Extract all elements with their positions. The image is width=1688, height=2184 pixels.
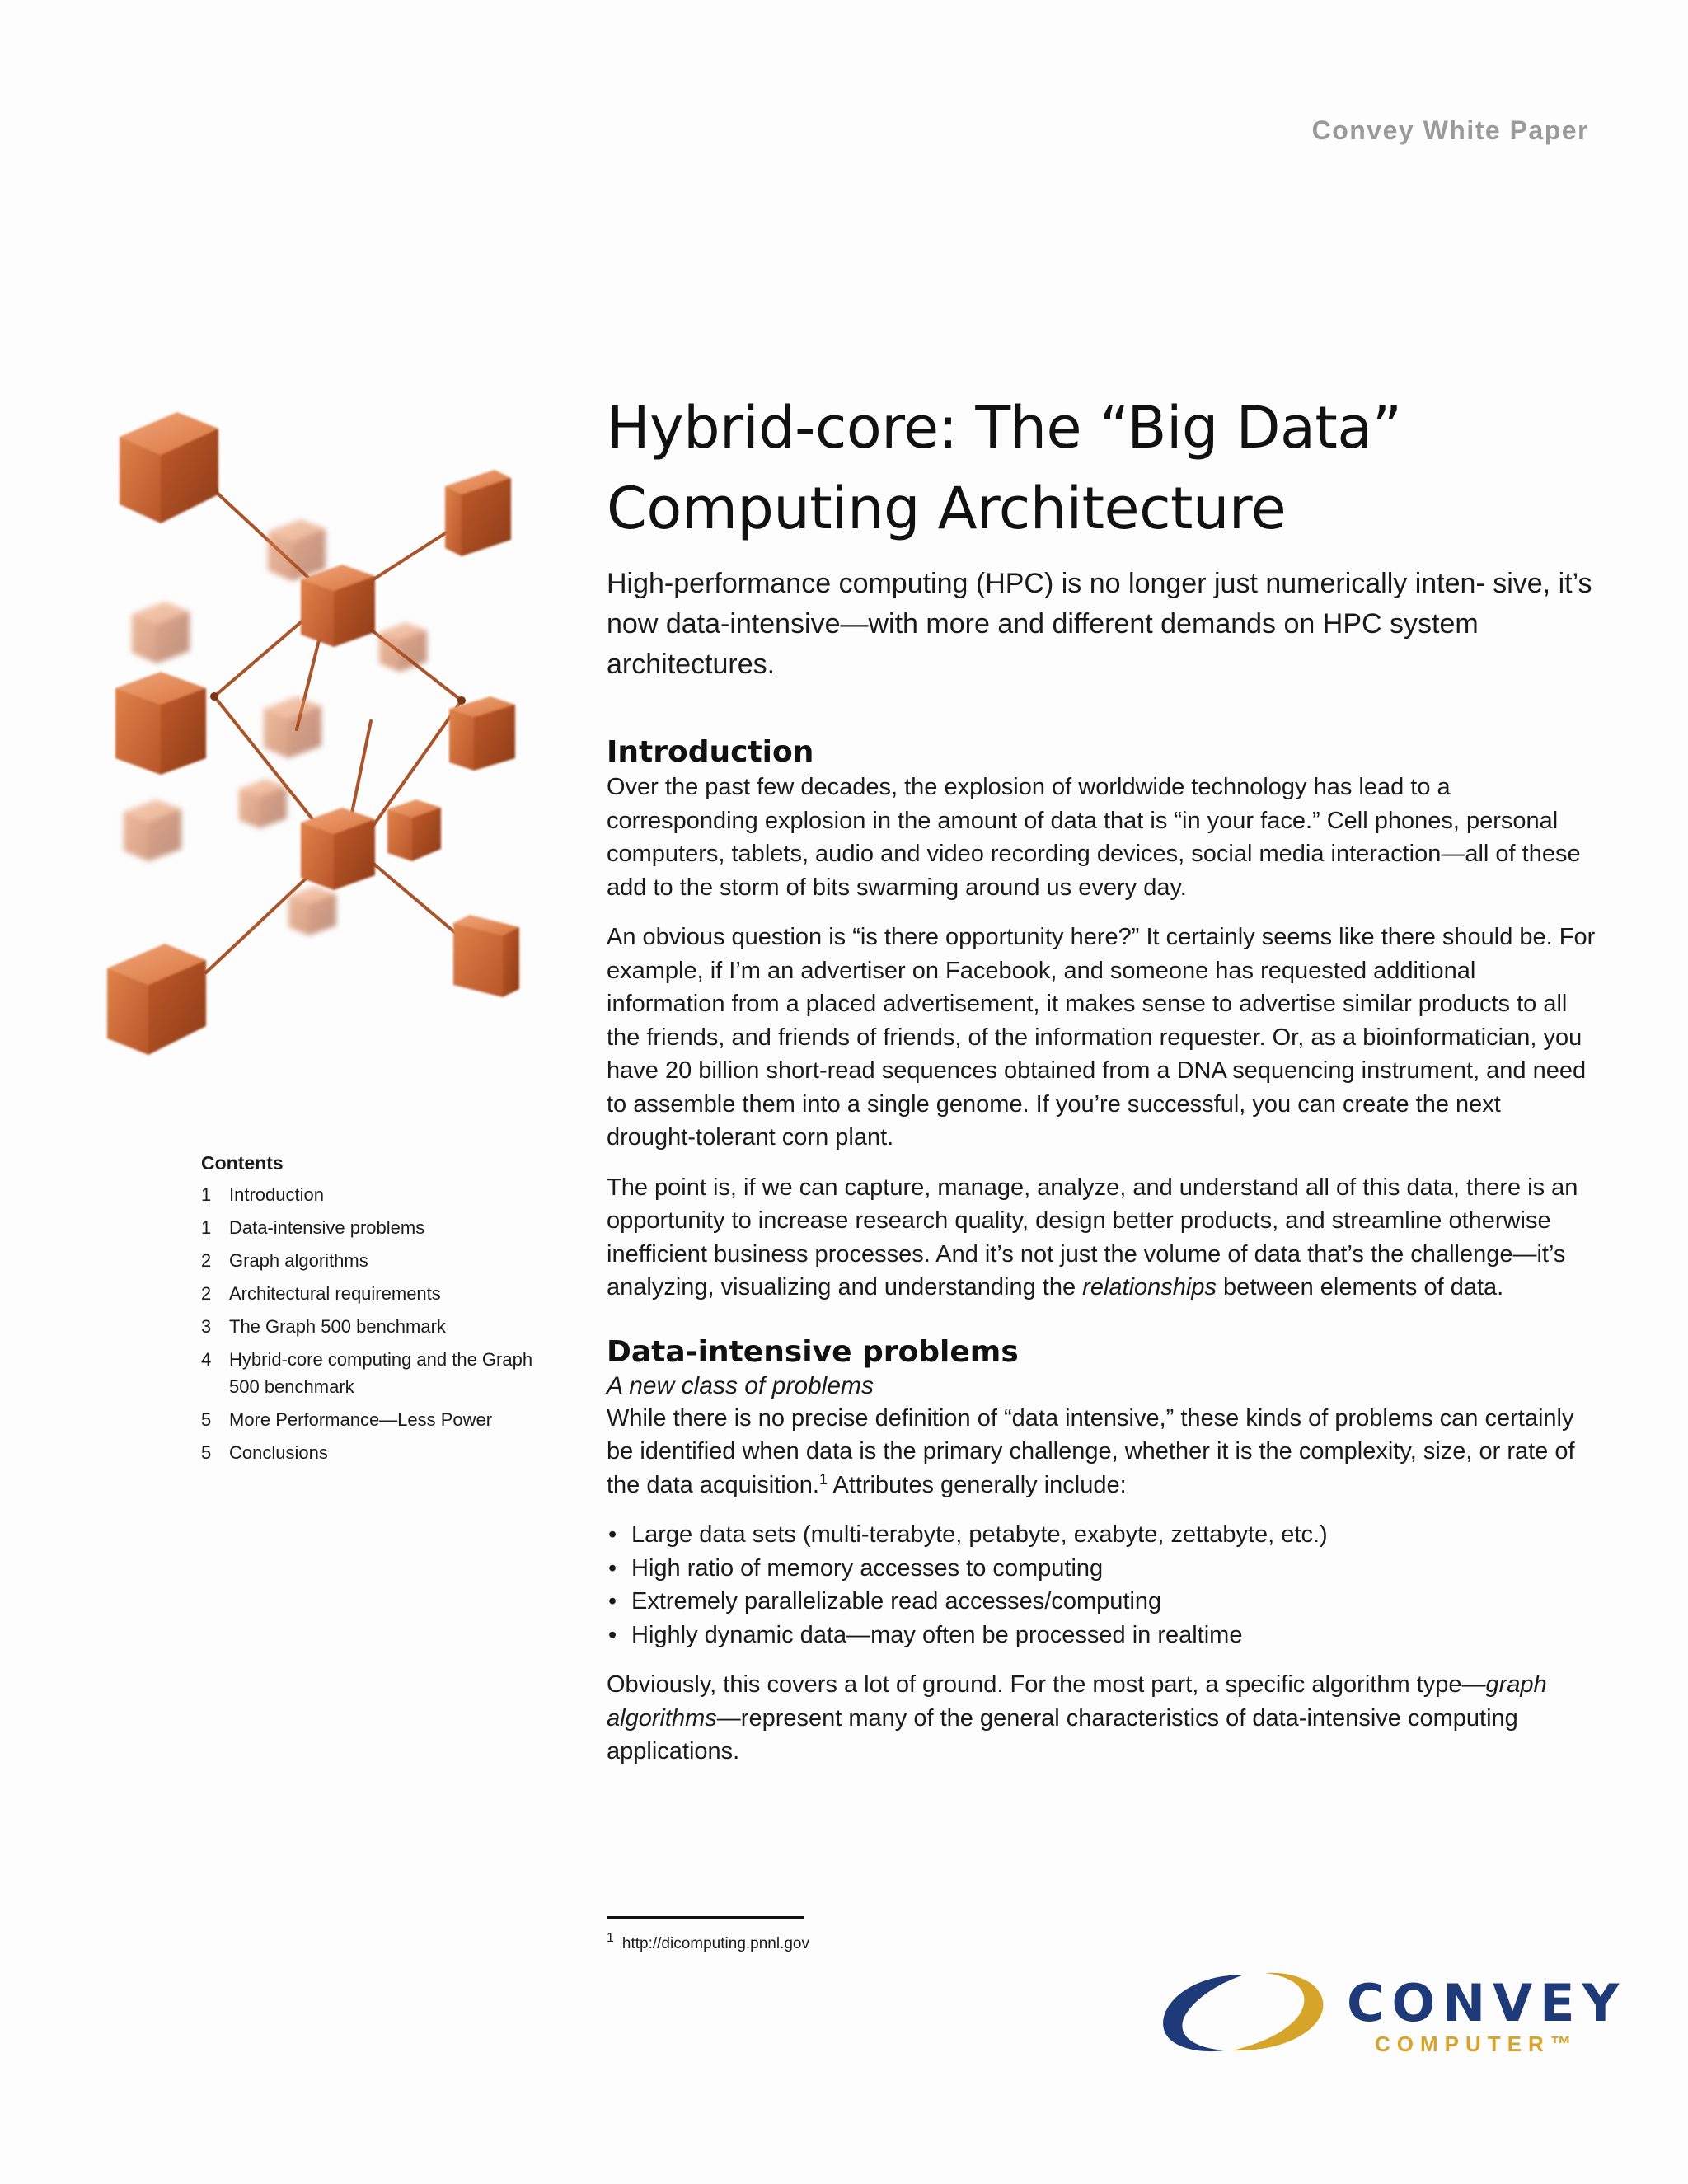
bullet-icon: •: [608, 1621, 617, 1648]
footnote: [607, 1926, 809, 1957]
p3-emphasis: relationships: [1082, 1274, 1217, 1301]
di-p2-after: —represent many of the general characteristics of data-intensive computing applications.: [607, 1704, 1518, 1765]
bullet-icon: •: [608, 1588, 617, 1615]
toc-item-label: Architectural requirements: [229, 1283, 441, 1304]
list-item-text: Extremely parallelizable read accesses/computing: [631, 1588, 1162, 1615]
lede: High-performance computing (HPC) is no longer just numerically inten- sive, it’s now data-intensive—with more and different demands on HPC system architectures.: [607, 568, 1592, 680]
toc-item[interactable]: [201, 1346, 547, 1400]
logo-wordmark: CONVEY: [1347, 1973, 1627, 2033]
toc-page-number: 5: [201, 1409, 212, 1430]
toc-item-label: Introduction: [229, 1184, 324, 1205]
list-item: [607, 1619, 1596, 1652]
intro-paragraph-1: Over the past few decades, the explosion of worldwide technology has lead to a corresponding explosion in the amount of data that is “in your face.” Cell phones, personal computers, tablets, audio and video recording devices, social media interaction—all of these add to the storm of bits swarming around us every day.: [607, 774, 1581, 901]
toc-title: Contents: [201, 1152, 284, 1174]
footnote-divider: [607, 1916, 804, 1919]
di-p1-text: While there is no precise definition of “data intensive,” these kinds of problems can certainly be identified when data is the primary challenge, whether it is the complexity, size, or rate of the data acquisition.: [607, 1404, 1575, 1498]
footnote-ref: 1: [818, 1470, 828, 1488]
data-intensive-paragraph-1: [607, 1402, 1596, 1502]
toc-item-label: Hybrid-core computing and the Graph 500 benchmark: [229, 1349, 533, 1397]
attribute-list: [607, 1518, 1596, 1652]
toc-item-label: Data-intensive problems: [229, 1217, 425, 1238]
di-p2-emphasis: graph algorithms: [607, 1671, 1547, 1732]
toc-item[interactable]: [201, 1247, 547, 1274]
p3-before: The point is, if we can capture, manage, analyze, and understand all of this data, there is an opportunity to increase research quality, design better products, and streamline otherwise inefficient business processes. And it’s not just the volume of data that’s the challenge—it’s analyzing, visualizing and understanding the: [607, 1174, 1578, 1301]
toc-item-label: Graph algorithms: [229, 1250, 368, 1271]
toc-item[interactable]: [201, 1214, 547, 1241]
list-item-text: High ratio of memory accesses to computing: [631, 1554, 1104, 1582]
toc-item-label: More Performance—Less Power: [229, 1409, 493, 1430]
list-item: [607, 1585, 1596, 1619]
toc-item[interactable]: [201, 1280, 547, 1307]
footnote-number: 1: [607, 1931, 614, 1945]
data-intensive-subheading: A new class of problems: [607, 1371, 874, 1399]
network-cubes-illustration: [99, 391, 528, 1067]
p3-after: between elements of data.: [1217, 1274, 1504, 1301]
title-line-2: Computing Architecture: [607, 475, 1287, 542]
intro-paragraph-3: [607, 1171, 1596, 1305]
page-title: [607, 387, 1596, 549]
toc-page-number: 1: [201, 1184, 212, 1205]
intro-paragraph-2: An obvious question is “is there opportunity here?” It certainly seems like there should be. For example, if I’m an advertiser on Facebook, and someone has requested additional information from a placed advertisement, it makes sense to advertise similar products to all the friends, and friends of friends, of the information requester. Or, as a bioinformatician, you have 20 billion short-read sequences obtained from a DNA sequencing instrument, and need to assemble them into a single genome. If you’re successful, you can create the next drought-tolerant corn plant.: [607, 924, 1596, 1151]
di-p2-before: Obviously, this covers a lot of ground. For the most part, a specific algorithm type—: [607, 1671, 1486, 1698]
intro-heading: Introduction: [607, 735, 814, 769]
toc-item-label: The Graph 500 benchmark: [229, 1316, 446, 1337]
toc-item[interactable]: [201, 1181, 547, 1208]
list-item: [607, 1518, 1596, 1552]
toc-page-number: 4: [201, 1349, 212, 1370]
list-item-text: Large data sets (multi-terabyte, petabyte, exabyte, zettabyte, etc.): [631, 1521, 1328, 1548]
footnote-link[interactable]: http://dicomputing.pnnl.gov: [621, 1935, 809, 1952]
toc-page-number: 2: [201, 1283, 212, 1304]
table-of-contents: [201, 1148, 547, 1466]
main-column: [607, 387, 1596, 1785]
toc-page-number: 3: [201, 1316, 212, 1337]
bullet-icon: •: [608, 1521, 617, 1548]
toc-item[interactable]: [201, 1313, 547, 1340]
title-line-1: Hybrid-core: The “Big Data”: [607, 394, 1402, 462]
data-intensive-heading: Data-intensive problems: [607, 1334, 1019, 1369]
data-intensive-paragraph-2: [607, 1668, 1596, 1769]
toc-item[interactable]: [201, 1406, 547, 1433]
logo-subtitle: COMPUTER™: [1375, 2032, 1578, 2056]
list-item: [607, 1552, 1596, 1586]
toc-page-number: 1: [201, 1217, 212, 1238]
di-p1-after: Attributes generally include:: [827, 1471, 1127, 1498]
toc-item-label: Conclusions: [229, 1442, 328, 1463]
toc-item[interactable]: [201, 1439, 547, 1466]
toc-page-number: 5: [201, 1442, 212, 1463]
toc-page-number: 2: [201, 1250, 212, 1271]
header-tag: Convey White Paper: [1311, 115, 1589, 145]
bullet-icon: •: [608, 1554, 617, 1582]
list-item-text: Highly dynamic data—may often be processed in realtime: [631, 1621, 1243, 1648]
